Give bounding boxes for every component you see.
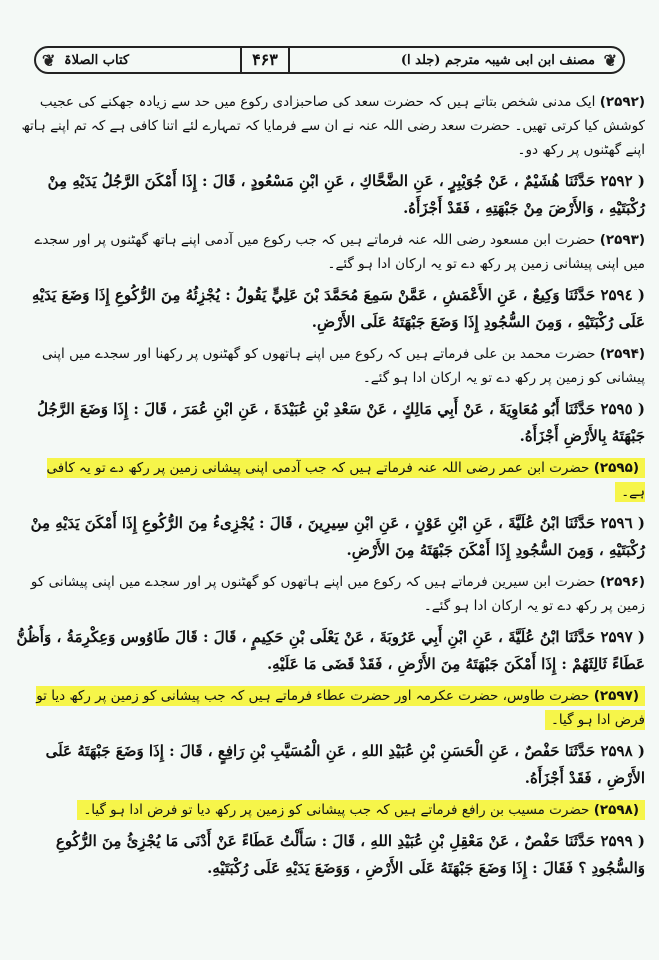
hadith-number: (۲۵۹۶) bbox=[599, 574, 645, 590]
arabic-hadith-paragraph bbox=[14, 738, 645, 792]
page-number: ۴۶۳ bbox=[240, 48, 290, 72]
highlighted-text bbox=[47, 458, 646, 502]
hadith-number: ( ۲۵۹٥ bbox=[600, 400, 645, 418]
arabic-hadith-paragraph bbox=[14, 510, 645, 564]
hadith-text: حَدَّثَنَا حَفْصٌ ، عَنِ الْحَسَنِ بْنِ عُبَيْدِ اللهِ ، عَنِ الْمُسَيَّبِ بْنِ رَافِعٍ ، قَالَ : إِذَا وَضَعَ جَبْهَتَهُ عَلَى الأَرْضِ ، فَقَدْ أَجْزَأَهُ. bbox=[45, 742, 645, 787]
hadith-number: (۲۵۹۸) bbox=[593, 802, 639, 818]
paragraph-text bbox=[31, 514, 645, 559]
hadith-number: (۲۵۹۳) bbox=[599, 232, 645, 248]
paragraph-text bbox=[31, 574, 645, 614]
page-header bbox=[34, 46, 625, 74]
ornament-left-icon: ❦ bbox=[42, 51, 56, 70]
header-book-title: مصنف ابن ابی شیبہ مترجم (جلد ا) bbox=[400, 52, 595, 68]
hadith-text: حضرت طاوس، حضرت عکرمہ اور حضرت عطاء فرماتے ہیں کہ جب پیشانی کو زمین پر رکھ دیا تو فرض ادا ہو گیا۔ bbox=[36, 688, 645, 728]
paragraph-text bbox=[56, 832, 645, 877]
page-content bbox=[14, 90, 645, 888]
arabic-hadith-paragraph bbox=[14, 828, 645, 882]
paragraph-text bbox=[32, 286, 645, 331]
highlighted-text bbox=[77, 800, 645, 820]
arabic-hadith-paragraph bbox=[14, 624, 645, 678]
hadith-number: (۲۵۹۴) bbox=[599, 346, 645, 362]
urdu-translation-paragraph bbox=[14, 228, 645, 276]
hadith-text: حَدَّثَنَا ابْنُ عُلَيَّةَ ، عَنِ ابْنِ أَبِي عَرُوبَةَ ، عَنْ يَعْلَى بْنِ حَكِيمٍ ، قَالَ : قَالَ طَاوُوس وَعِكْرِمَةُ ، وَأَظُنُّ عَطَاءً ثَالِثَهُمْ : إِذَا أَمْكَنَ جَبْهَتَهُ مِنَ الأَرْضِ ، فَقَدْ قَضَى مَا عَلَيْهِ. bbox=[16, 628, 645, 673]
hadith-number: ( ۲۵۹٤ bbox=[600, 286, 645, 304]
hadith-text: حَدَّثَنَا حَفْصٌ ، عَنْ مَعْقِلِ بْنِ عُبَيْدِ اللهِ ، قَالَ : سَأَلْتُ عَطَاءً عَنْ أَدْنَى مَا يُجْزِئُ مِنَ الرُّكُوعِ وَالسُّجُودِ ؟ فَقَالَ : إِذَا وَضَعَ جَبْهَتَهُ عَلَى الأَرْضِ ، وَوَضَعَ يَدَيْهِ عَلَى رُكْبَتَيْهِ. bbox=[55, 832, 645, 877]
urdu-translation-paragraph bbox=[14, 570, 645, 618]
hadith-number: ( ۲۵۹۷ bbox=[600, 628, 645, 646]
paragraph-text bbox=[34, 232, 645, 272]
urdu-translation-paragraph bbox=[14, 342, 645, 390]
highlighted-text bbox=[36, 686, 645, 730]
urdu-translation-paragraph bbox=[14, 90, 645, 162]
arabic-hadith-paragraph bbox=[14, 396, 645, 450]
hadith-number: (۲۵۹۷) bbox=[593, 688, 639, 704]
ornament-right-icon: ❦ bbox=[603, 51, 617, 70]
hadith-text: حَدَّثَنَا هُشَيْمٌ ، عَنْ جُوَيْبِرٍ ، عَنِ الضَّحَّاكِ ، عَنِ ابْنِ مَسْعُودٍ ، قَالَ : إِذَا أَمْكَنَ الرَّجُلُ يَدَيْهِ مِنْ رُكْبَتَيْهِ ، وَالأَرْضَ مِنْ جَبْهَتِهِ ، فَقَدْ أَجْزَأَهُ. bbox=[47, 172, 645, 217]
hadith-text: حضرت ابن سیرین فرماتے ہیں کہ رکوع میں اپنے ہاتھوں کو گھٹنوں پر اور سجدے میں اپنی پیشانی کو زمین پر رکھ دے تو یہ ارکان ادا ہو گئے۔ bbox=[30, 574, 645, 614]
hadith-text: ایک مدنی شخص بتاتے ہیں کہ حضرت سعد کی صاحبزادی رکوع میں حد سے زیادہ جھکنے کی عجیب کوشش کیا کرتی تھیں۔ حضرت سعد رضی اللہ عنہ نے ان سے فرمایا کہ تمہارے لئے اتنا کافی ہے کہ تم اپنے ہاتھ اپنے گھٹنوں پر رکھ دو۔ bbox=[21, 94, 645, 158]
hadith-text: حضرت ابن عمر رضی اللہ عنہ فرماتے ہیں کہ جب آدمی اپنی پیشانی زمین پر رکھ دے تو یہ کافی ہے۔ bbox=[46, 460, 645, 500]
hadith-text: حضرت مسیب بن رافع فرماتے ہیں کہ جب پیشانی کو زمین پر رکھ دیا تو فرض ادا ہو گیا۔ bbox=[83, 802, 594, 818]
hadith-number: ( ۲۵۹۸ bbox=[600, 742, 645, 760]
hadith-text: حضرت محمد بن علی فرماتے ہیں کہ رکوع میں اپنے ہاتھوں کو گھٹنوں پر رکھنا اور سجدے میں اپنی پیشانی کو زمین پر رکھ دے تو یہ ارکان ادا ہو گئے۔ bbox=[41, 346, 645, 386]
urdu-translation-paragraph bbox=[14, 798, 645, 822]
hadith-text: حَدَّثَنَا ابْنُ عُلَيَّةَ ، عَنِ ابْنِ عَوْنٍ ، عَنِ ابْنِ سِيرِينَ ، قَالَ : يُجْزِىءُ مِنَ الرُّكُوعِ إِذَا أَمْكَنَ يَدَيْهِ مِنْ رُكْبَتَيْهِ ، وَمِنَ السُّجُودِ إِذَا أَمْكَنَ جَبْهَتَهُ مِنَ الأَرْضِ. bbox=[30, 514, 645, 559]
arabic-hadith-paragraph bbox=[14, 168, 645, 222]
hadith-text: حضرت ابن مسعود رضی اللہ عنہ فرماتے ہیں کہ جب رکوع میں آدمی اپنے ہاتھ گھٹنوں پر اور سجدے میں اپنی پیشانی زمین پر رکھ دے تو یہ ارکان ادا ہو گئے۔ bbox=[34, 232, 645, 272]
urdu-translation-paragraph bbox=[14, 684, 645, 732]
header-chapter-title: کتاب الصلاۃ bbox=[64, 52, 130, 68]
hadith-number: ( ۲۵۹٦ bbox=[600, 514, 645, 532]
hadith-text: حَدَّثَنَا أَبُو مُعَاوِيَةَ ، عَنْ أَبِي مَالِكٍ ، عَنْ سَعْدِ بْنِ عُبَيْدَةَ ، عَنِ ابْنِ عُمَرَ ، قَالَ : إِذَا وَضَعَ الرَّجُلُ جَبْهَتَهُ بِالأَرْضِ أَجْزَأَهُ. bbox=[37, 400, 645, 445]
paragraph-text bbox=[42, 346, 645, 386]
hadith-number: (۲۵۹۲) bbox=[599, 94, 645, 110]
paragraph-text bbox=[48, 172, 645, 217]
paragraph-text bbox=[37, 400, 645, 445]
hadith-number: ( ۲۵۹۲ bbox=[600, 172, 645, 190]
hadith-number: (۲۵۹۵) bbox=[593, 460, 639, 476]
urdu-translation-paragraph bbox=[14, 456, 645, 504]
hadith-text: حَدَّثَنَا وَكِيعٌ ، عَنِ الأَعْمَشِ ، عَمَّنْ سَمِعَ مُحَمَّدَ بْنَ عَلِيٍّ يَقُولُ : يُجْزِئُهُ مِنَ الرُّكُوعِ إِذَا وَضَعَ يَدَيْهِ عَلَى رُكْبَتَيْهِ ، وَمِنَ السُّجُودِ إِذَا وَضَعَ جَبْهَتَهُ عَلَى الأَرْضِ. bbox=[31, 286, 645, 331]
paragraph-text bbox=[46, 742, 645, 787]
hadith-number: ( ۲۵۹۹ bbox=[600, 832, 645, 850]
paragraph-text bbox=[22, 94, 645, 158]
arabic-hadith-paragraph bbox=[14, 282, 645, 336]
paragraph-text bbox=[16, 628, 645, 673]
